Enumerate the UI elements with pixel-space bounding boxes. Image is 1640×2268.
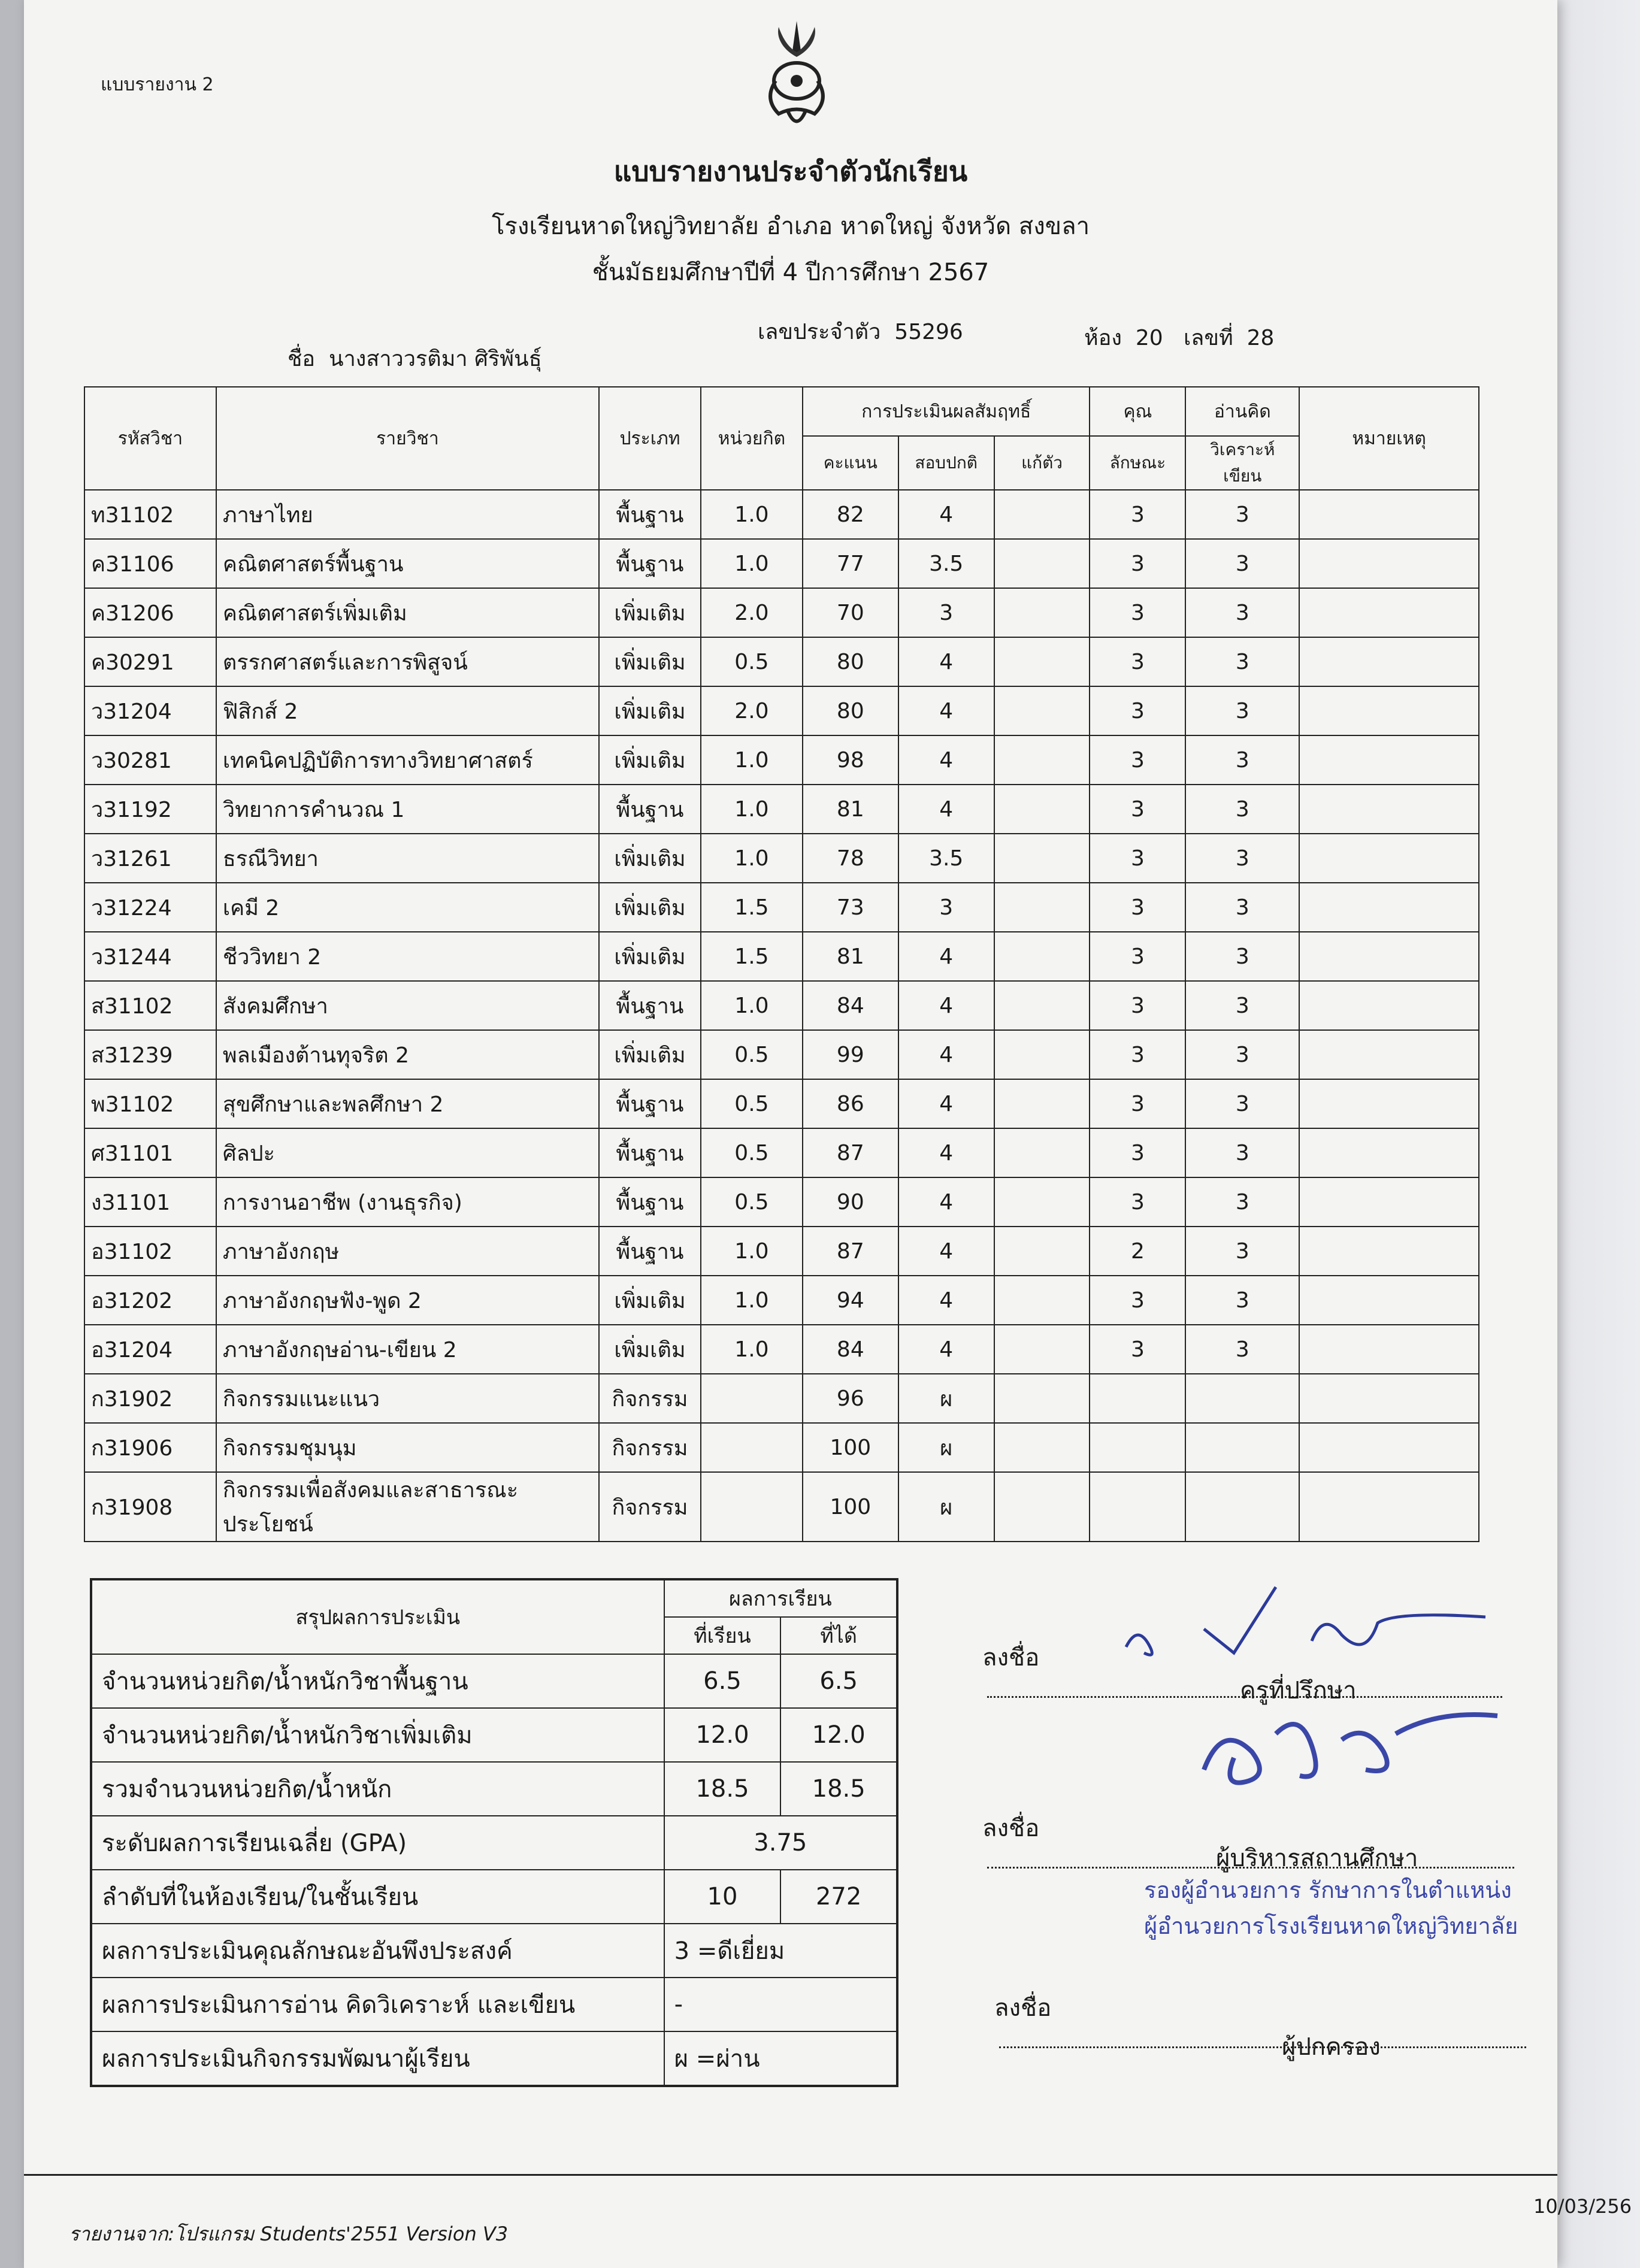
cell-read: 3: [1185, 1177, 1299, 1227]
cell-code: อ31202: [84, 1276, 216, 1325]
cell-subject: สุขศึกษาและพลศึกษา 2: [216, 1079, 599, 1128]
cell-type: เพิ่มเติม: [599, 834, 701, 883]
cell-read: [1185, 1374, 1299, 1423]
table-row: [84, 1325, 1479, 1374]
cell-retake: [994, 883, 1090, 932]
cell-remark: [1299, 539, 1479, 588]
cell-type: พื้นฐาน: [599, 785, 701, 834]
school-line: โรงเรียนหาดใหญ่วิทยาลัย อำเภอ หาดใหญ่ จังหวัด สงขลา: [491, 213, 1090, 240]
level-line: ชั้นมัธยมศึกษาปีที่ 4 ปีการศึกษา 2567: [592, 259, 990, 286]
cell-score: 81: [803, 932, 898, 981]
cell-subject: ฟิสิกส์ 2: [216, 686, 599, 735]
cell-retake: [994, 735, 1090, 785]
cell-credit: [701, 1374, 803, 1423]
cell-credit: 2.0: [701, 686, 803, 735]
cell-char: [1090, 1423, 1185, 1472]
cell-read: 3: [1185, 539, 1299, 588]
cell-char: 3: [1090, 1128, 1185, 1177]
cell-score: 94: [803, 1276, 898, 1325]
cell-score: 70: [803, 588, 898, 637]
cell-credit: 1.0: [701, 834, 803, 883]
cell-read: 3: [1185, 883, 1299, 932]
cell-char: 3: [1090, 490, 1185, 539]
summary-earned-header: ที่ได้: [780, 1617, 897, 1654]
table-row: [84, 686, 1479, 735]
cell-subject: ภาษาไทย: [216, 490, 599, 539]
cell-grade: 4: [898, 932, 994, 981]
cell-type: เพิ่มเติม: [599, 932, 701, 981]
cell-char: 3: [1090, 1177, 1185, 1227]
cell-remark: [1299, 1177, 1479, 1227]
cell-retake: [994, 932, 1090, 981]
cell-grade: 4: [898, 686, 994, 735]
cell-remark: [1299, 1276, 1479, 1325]
header-remark: หมายเหตุ: [1299, 387, 1479, 490]
cell-code: ว31204: [84, 686, 216, 735]
cell-type: เพิ่มเติม: [599, 883, 701, 932]
cell-retake: [994, 1227, 1090, 1276]
cell-remark: [1299, 1079, 1479, 1128]
cell-type: เพิ่มเติม: [599, 637, 701, 686]
table-row: [84, 981, 1479, 1030]
cell-score: 77: [803, 539, 898, 588]
cell-read: 3: [1185, 490, 1299, 539]
parent-signature-line: ลงชื่อ: [994, 1988, 1557, 2054]
cell-subject: ภาษาอังกฤษอ่าน-เขียน 2: [216, 1325, 599, 1374]
summary-result-header: ผลการเรียน: [664, 1579, 897, 1617]
cell-grade: 4: [898, 1128, 994, 1177]
table-row: [84, 932, 1479, 981]
cell-retake: [994, 981, 1090, 1030]
cell-grade: 4: [898, 1177, 994, 1227]
cell-credit: 1.0: [701, 539, 803, 588]
cell-type: กิจกรรม: [599, 1374, 701, 1423]
cell-score: 87: [803, 1128, 898, 1177]
cell-remark: [1299, 1128, 1479, 1177]
cell-char: 3: [1090, 883, 1185, 932]
cell-subject: เคมี 2: [216, 883, 599, 932]
cell-grade: 4: [898, 637, 994, 686]
table-row: [84, 1128, 1479, 1177]
director-title: ผู้บริหารสถานศึกษา: [1216, 1845, 1418, 1872]
cell-read: 3: [1185, 981, 1299, 1030]
cell-score: 84: [803, 981, 898, 1030]
report-page: [24, 0, 1632, 2268]
cell-subject: ธรณีวิทยา: [216, 834, 599, 883]
cell-code: ค31106: [84, 539, 216, 588]
summary-row-basic: จำนวนหน่วยกิต/น้ำหนักวิชาพื้นฐาน 6.5 6.5: [91, 1654, 897, 1708]
header-assessment: การประเมินผลสัมฤทธิ์: [803, 387, 1090, 436]
cell-remark: [1299, 1325, 1479, 1374]
advisor-signature-line: ลงชื่อ: [982, 1638, 1557, 1704]
header-char: คุณ: [1090, 387, 1185, 436]
cell-grade: ผ: [898, 1472, 994, 1542]
cell-grade: 4: [898, 1030, 994, 1079]
summary-table: [90, 1578, 898, 2087]
form-code: แบบรายงาน 2: [101, 74, 214, 95]
cell-credit: 0.5: [701, 637, 803, 686]
table-row: [84, 1079, 1479, 1128]
cell-grade: 4: [898, 1276, 994, 1325]
header-code: รหัสวิชา: [84, 387, 216, 490]
report-title: แบบรายงานประจำตัวนักเรียน: [613, 155, 968, 187]
cell-subject: กิจกรรมแนะแนว: [216, 1374, 599, 1423]
cell-code: ว31244: [84, 932, 216, 981]
cell-retake: [994, 834, 1090, 883]
cell-read: 3: [1185, 735, 1299, 785]
cell-credit: 1.5: [701, 932, 803, 981]
cell-retake: [994, 588, 1090, 637]
footer-source: รายงานจาก:โปรแกรม Students'2551 Version V3: [69, 2222, 509, 2245]
cell-remark: [1299, 1472, 1479, 1542]
cell-credit: 1.0: [701, 981, 803, 1030]
cell-score: 80: [803, 637, 898, 686]
cell-read: 3: [1185, 686, 1299, 735]
table-row: [84, 1030, 1479, 1079]
cell-char: 3: [1090, 686, 1185, 735]
cell-read: 3: [1185, 1128, 1299, 1177]
cell-type: พื้นฐาน: [599, 1128, 701, 1177]
table-row: [84, 785, 1479, 834]
cell-retake: [994, 1374, 1090, 1423]
cell-read: 3: [1185, 1079, 1299, 1128]
cell-char: [1090, 1374, 1185, 1423]
cell-retake: [994, 1079, 1090, 1128]
cell-retake: [994, 1472, 1090, 1542]
cell-code: ส31239: [84, 1030, 216, 1079]
cell-score: 82: [803, 490, 898, 539]
cell-read: 3: [1185, 1030, 1299, 1079]
cell-code: ง31101: [84, 1177, 216, 1227]
cell-subject: คณิตศาสตร์เพิ่มเติม: [216, 588, 599, 637]
table-row: [84, 1472, 1479, 1542]
cell-score: 98: [803, 735, 898, 785]
table-row: [84, 1423, 1479, 1472]
cell-remark: [1299, 785, 1479, 834]
cell-subject: ชีววิทยา 2: [216, 932, 599, 981]
cell-retake: [994, 785, 1090, 834]
cell-grade: ผ: [898, 1374, 994, 1423]
cell-read: 3: [1185, 785, 1299, 834]
cell-credit: 1.0: [701, 1276, 803, 1325]
cell-grade: 3.5: [898, 539, 994, 588]
cell-credit: 1.0: [701, 1325, 803, 1374]
cell-credit: [701, 1423, 803, 1472]
cell-char: 3: [1090, 735, 1185, 785]
cell-type: เพิ่มเติม: [599, 588, 701, 637]
grades-table: [84, 386, 1479, 1542]
cell-type: พื้นฐาน: [599, 1227, 701, 1276]
cell-score: 80: [803, 686, 898, 735]
cell-code: ศ31101: [84, 1128, 216, 1177]
cell-char: 3: [1090, 539, 1185, 588]
header-normal: สอบปกติ: [898, 436, 994, 490]
director-signature-line: ลงชื่อ: [982, 1809, 1557, 1875]
cell-remark: [1299, 588, 1479, 637]
table-row: [84, 883, 1479, 932]
cell-subject: การงานอาชีพ (งานธุรกิจ): [216, 1177, 599, 1227]
cell-score: 81: [803, 785, 898, 834]
cell-retake: [994, 1177, 1090, 1227]
footer-divider: [24, 2174, 1557, 2176]
cell-code: ก31902: [84, 1374, 216, 1423]
header-retake: แก้ตัว: [994, 436, 1090, 490]
cell-grade: 4: [898, 981, 994, 1030]
cell-code: ก31908: [84, 1472, 216, 1542]
header-char-sub: ลักษณะ: [1090, 436, 1185, 490]
cell-credit: 1.0: [701, 1227, 803, 1276]
cell-credit: [701, 1472, 803, 1542]
cell-retake: [994, 1423, 1090, 1472]
cell-grade: 4: [898, 1079, 994, 1128]
table-row: [84, 1177, 1479, 1227]
cell-remark: [1299, 1423, 1479, 1472]
cell-subject: ศิลปะ: [216, 1128, 599, 1177]
cell-grade: 4: [898, 1325, 994, 1374]
summary-title: สรุปผลการประเมิน: [91, 1579, 664, 1654]
cell-retake: [994, 1325, 1090, 1374]
cell-credit: 0.5: [701, 1177, 803, 1227]
cell-char: 3: [1090, 981, 1185, 1030]
cell-code: ค31206: [84, 588, 216, 637]
cell-char: 3: [1090, 785, 1185, 834]
cell-subject: สังคมศึกษา: [216, 981, 599, 1030]
student-name: ชื่อ นางสาววรติมา ศิริพันธุ์: [288, 347, 542, 371]
cell-code: อ31102: [84, 1227, 216, 1276]
school-emblem-icon: [752, 15, 842, 135]
cell-type: เพิ่มเติม: [599, 1276, 701, 1325]
footer-date: 10/03/256: [1533, 2195, 1632, 2218]
cell-grade: 4: [898, 490, 994, 539]
cell-grade: 4: [898, 735, 994, 785]
header-read-sub: วิเคราะห์เขียน: [1185, 436, 1299, 490]
summary-row-activity: ผลการประเมินกิจกรรมพัฒนาผู้เรียน ผ =ผ่าน: [91, 2031, 897, 2086]
cell-code: พ31102: [84, 1079, 216, 1128]
cell-char: 3: [1090, 834, 1185, 883]
student-room: ห้อง 20 เลขที่ 28: [1084, 326, 1275, 350]
cell-score: 84: [803, 1325, 898, 1374]
summary-row-read: ผลการประเมินการอ่าน คิดวิเคราะห์ และเขียน -: [91, 1978, 897, 2031]
cell-subject: เทคนิคปฏิบัติการทางวิทยาศาสตร์: [216, 735, 599, 785]
cell-read: 3: [1185, 1276, 1299, 1325]
cell-type: พื้นฐาน: [599, 1079, 701, 1128]
cell-remark: [1299, 834, 1479, 883]
cell-code: ท31102: [84, 490, 216, 539]
table-row: [84, 735, 1479, 785]
cell-type: พื้นฐาน: [599, 1177, 701, 1227]
cell-score: 78: [803, 834, 898, 883]
advisor-title: ครูที่ปรึกษา: [1240, 1677, 1357, 1704]
cell-read: 3: [1185, 588, 1299, 637]
cell-type: พื้นฐาน: [599, 981, 701, 1030]
cell-retake: [994, 1276, 1090, 1325]
cell-retake: [994, 1128, 1090, 1177]
cell-char: 3: [1090, 1276, 1185, 1325]
cell-score: 100: [803, 1472, 898, 1542]
cell-char: 3: [1090, 1325, 1185, 1374]
cell-subject: พลเมืองต้านทุจริต 2: [216, 1030, 599, 1079]
cell-grade: 4: [898, 1227, 994, 1276]
header-subject: รายวิชา: [216, 387, 599, 490]
stamp-line-2: ผู้อำนวยการโรงเรียนหาดใหญ่วิทยาลัย: [1144, 1913, 1518, 1939]
cell-credit: 1.0: [701, 785, 803, 834]
table-row: [84, 834, 1479, 883]
header-read: อ่านคิด: [1185, 387, 1299, 436]
cell-remark: [1299, 490, 1479, 539]
cell-char: 3: [1090, 1030, 1185, 1079]
cell-read: [1185, 1423, 1299, 1472]
cell-char: 3: [1090, 932, 1185, 981]
table-row: [84, 1276, 1479, 1325]
cell-subject: กิจกรรมเพื่อสังคมและสาธารณะประโยชน์: [216, 1472, 599, 1542]
cell-retake: [994, 1030, 1090, 1079]
header-credit: หน่วยกิต: [701, 387, 803, 490]
cell-score: 90: [803, 1177, 898, 1227]
cell-score: 99: [803, 1030, 898, 1079]
cell-subject: คณิตศาสตร์พื้นฐาน: [216, 539, 599, 588]
table-row: [84, 637, 1479, 686]
cell-char: [1090, 1472, 1185, 1542]
cell-credit: 0.5: [701, 1128, 803, 1177]
cell-code: ว31192: [84, 785, 216, 834]
cell-type: พื้นฐาน: [599, 490, 701, 539]
cell-code: ก31906: [84, 1423, 216, 1472]
header-type: ประเภท: [599, 387, 701, 490]
cell-credit: 0.5: [701, 1030, 803, 1079]
table-row: [84, 588, 1479, 637]
cell-subject: ภาษาอังกฤษฟัง-พูด 2: [216, 1276, 599, 1325]
cell-grade: 3: [898, 883, 994, 932]
cell-code: ว31261: [84, 834, 216, 883]
cell-code: อ31204: [84, 1325, 216, 1374]
cell-subject: ตรรกศาสตร์และการพิสูจน์: [216, 637, 599, 686]
student-id: เลขประจำตัว 55296: [758, 320, 963, 344]
parent-title: ผู้ปกครอง: [1282, 2033, 1381, 2061]
cell-credit: 0.5: [701, 1079, 803, 1128]
cell-remark: [1299, 735, 1479, 785]
cell-remark: [1299, 981, 1479, 1030]
cell-read: [1185, 1472, 1299, 1542]
table-row: [84, 1374, 1479, 1423]
cell-char: 3: [1090, 1079, 1185, 1128]
summary-row-char: ผลการประเมินคุณลักษณะอันพึงประสงค์ 3 =ดีเยี่ยม: [91, 1924, 897, 1978]
cell-type: เพิ่มเติม: [599, 735, 701, 785]
cell-code: ค30291: [84, 637, 216, 686]
summary-row-total: รวมจำนวนหน่วยกิต/น้ำหนัก 18.5 18.5: [91, 1762, 897, 1816]
cell-code: ส31102: [84, 981, 216, 1030]
header-score: คะแนน: [803, 436, 898, 490]
cell-type: เพิ่มเติม: [599, 1030, 701, 1079]
summary-row-extra: จำนวนหน่วยกิต/น้ำหนักวิชาเพิ่มเติม 12.0 12.0: [91, 1708, 897, 1762]
cell-credit: 1.5: [701, 883, 803, 932]
cell-retake: [994, 490, 1090, 539]
cell-remark: [1299, 932, 1479, 981]
summary-row-rank: ลำดับที่ในห้องเรียน/ในชั้นเรียน 10 272: [91, 1870, 897, 1924]
cell-grade: ผ: [898, 1423, 994, 1472]
stamp-line-1: รองผู้อำนวยการ รักษาการในตำแหน่ง: [1144, 1877, 1512, 1903]
cell-read: 3: [1185, 834, 1299, 883]
cell-char: 3: [1090, 588, 1185, 637]
cell-grade: 3: [898, 588, 994, 637]
cell-score: 86: [803, 1079, 898, 1128]
cell-score: 73: [803, 883, 898, 932]
table-row: [84, 490, 1479, 539]
cell-char: 3: [1090, 637, 1185, 686]
cell-read: 3: [1185, 1325, 1299, 1374]
cell-retake: [994, 539, 1090, 588]
summary-row-gpa: ระดับผลการเรียนเฉลี่ย (GPA) 3.75: [91, 1816, 897, 1870]
cell-remark: [1299, 686, 1479, 735]
cell-grade: 3.5: [898, 834, 994, 883]
cell-credit: 1.0: [701, 490, 803, 539]
table-row: [84, 1227, 1479, 1276]
cell-score: 96: [803, 1374, 898, 1423]
cell-char: 2: [1090, 1227, 1185, 1276]
cell-subject: ภาษาอังกฤษ: [216, 1227, 599, 1276]
cell-score: 87: [803, 1227, 898, 1276]
cell-remark: [1299, 1227, 1479, 1276]
cell-type: กิจกรรม: [599, 1423, 701, 1472]
cell-score: 100: [803, 1423, 898, 1472]
cell-retake: [994, 686, 1090, 735]
cell-retake: [994, 637, 1090, 686]
cell-code: ว30281: [84, 735, 216, 785]
cell-credit: 2.0: [701, 588, 803, 637]
table-row: [84, 539, 1479, 588]
cell-type: กิจกรรม: [599, 1472, 701, 1542]
cell-type: เพิ่มเติม: [599, 686, 701, 735]
advisor-signature-scribble: [1114, 1575, 1533, 1671]
cell-read: 3: [1185, 1227, 1299, 1276]
cell-subject: กิจกรรมชุมนุม: [216, 1423, 599, 1472]
director-signature-scribble: [1186, 1698, 1521, 1800]
cell-type: เพิ่มเติม: [599, 1325, 701, 1374]
cell-read: 3: [1185, 932, 1299, 981]
cell-remark: [1299, 1030, 1479, 1079]
cell-remark: [1299, 637, 1479, 686]
cell-grade: 4: [898, 785, 994, 834]
cell-remark: [1299, 1374, 1479, 1423]
cell-read: 3: [1185, 637, 1299, 686]
cell-remark: [1299, 883, 1479, 932]
cell-credit: 1.0: [701, 735, 803, 785]
summary-studied-header: ที่เรียน: [664, 1617, 781, 1654]
cell-code: ว31224: [84, 883, 216, 932]
cell-type: พื้นฐาน: [599, 539, 701, 588]
cell-subject: วิทยาการคำนวณ 1: [216, 785, 599, 834]
